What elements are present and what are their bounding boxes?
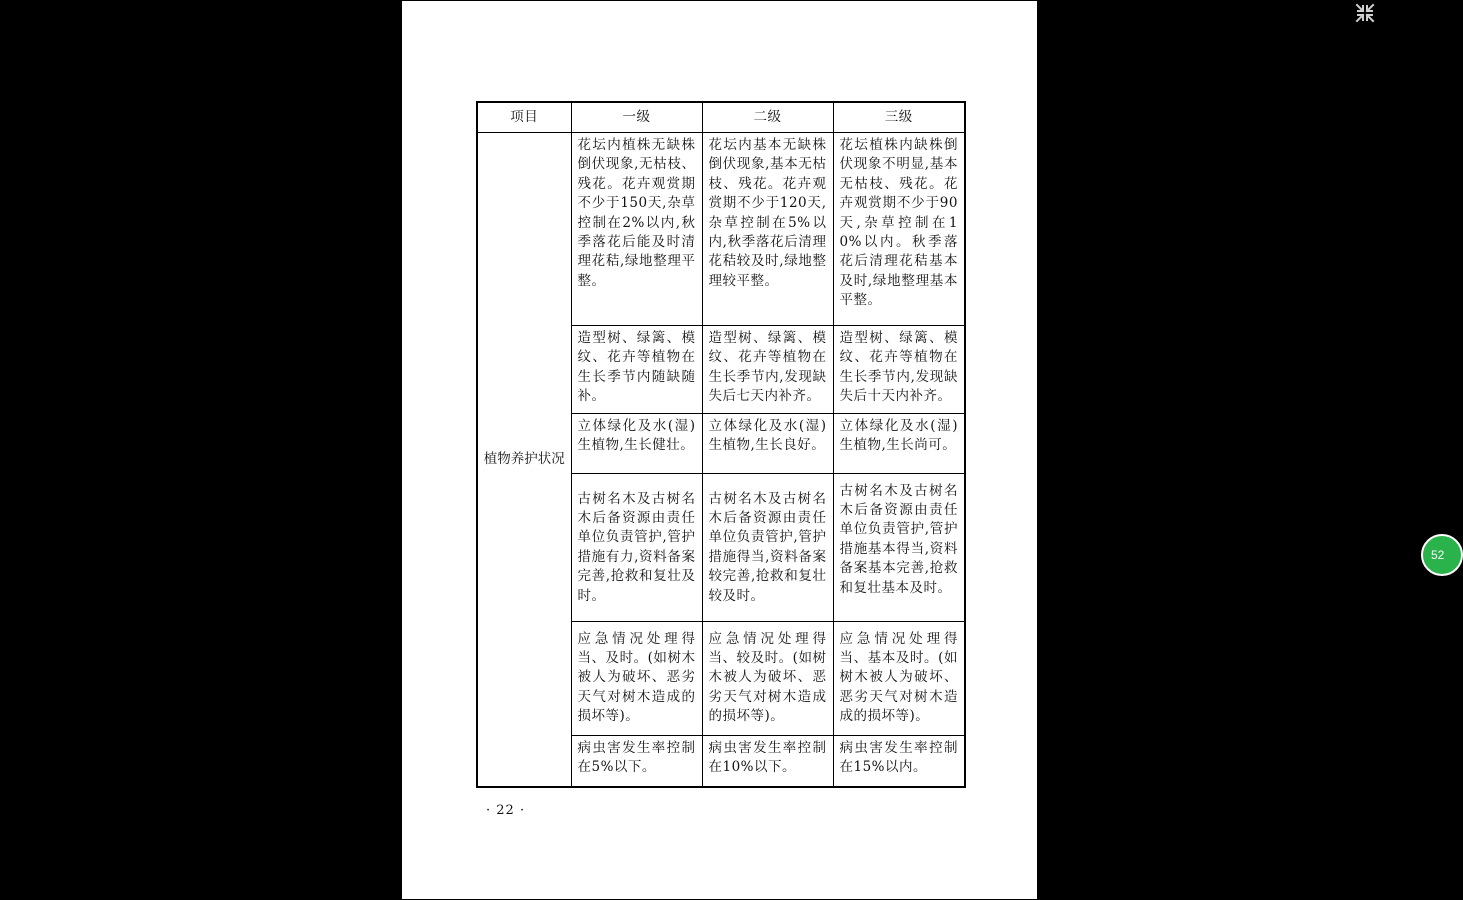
table-cell: 花坛内基本无缺株倒伏现象,基本无枯枝、残花。花卉观赏期不少于120天,杂草控制在5%以内,秋季落花后清理花秸较及时,绿地整理较平整。 — [702, 133, 833, 326]
page-number: · 22 · — [486, 803, 526, 818]
maintenance-standard-table — [476, 101, 966, 788]
table-cell: 病虫害发生率控制在15%以内。 — [833, 735, 965, 787]
header-item: 项目 — [477, 102, 571, 133]
table-cell: 应急情况处理得当、较及时。(如树木被人为破坏、恶劣天气对树木造成的损坏等)。 — [702, 621, 833, 735]
row-label-plant-maintenance: 植物养护状况 — [477, 133, 571, 788]
header-level-2: 二级 — [702, 102, 833, 133]
table-cell: 病虫害发生率控制在5%以下。 — [571, 735, 702, 787]
table-cell: 造型树、绿篱、模纹、花卉等植物在生长季节内,发现缺失后七天内补齐。 — [702, 326, 833, 414]
header-level-3: 三级 — [833, 102, 965, 133]
table-cell: 应急情况处理得当、及时。(如树木被人为破坏、恶劣天气对树木造成的损坏等)。 — [571, 621, 702, 735]
document-page — [402, 1, 1037, 899]
table-cell: 造型树、绿篱、模纹、花卉等植物在生长季节内,发现缺失后十天内补齐。 — [833, 326, 965, 414]
table-cell: 立体绿化及水(湿)生植物,生长健壮。 — [571, 413, 702, 473]
table-cell: 古树名木及古树名木后备资源由责任单位负责管护,管护措施基本得当,资料备案基本完善,抢救和复壮基本及时。 — [833, 473, 965, 621]
table-cell: 应急情况处理得当、基本及时。(如树木被人为破坏、恶劣天气对树木造成的损坏等)。 — [833, 621, 965, 735]
table-cell: 花坛内植株无缺株倒伏现象,无枯枝、残花。花卉观赏期不少于150天,杂草控制在2%以内,秋季落花后能及时清理花秸,绿地整理平整。 — [571, 133, 702, 326]
table-row — [477, 133, 965, 326]
table-cell: 立体绿化及水(湿)生植物,生长尚可。 — [833, 413, 965, 473]
side-float-badge[interactable]: 52 — [1421, 534, 1463, 576]
table-header-row — [477, 102, 965, 133]
table-cell: 造型树、绿篱、模纹、花卉等植物在生长季节内随缺随补。 — [571, 326, 702, 414]
table-cell: 古树名木及古树名木后备资源由责任单位负责管护,管护措施有力,资料备案完善,抢救和复壮及时。 — [571, 473, 702, 621]
table-cell: 病虫害发生率控制在10%以下。 — [702, 735, 833, 787]
exit-fullscreen-button[interactable] — [1354, 2, 1376, 24]
table-cell: 古树名木及古树名木后备资源由责任单位负责管护,管护措施得当,资料备案较完善,抢救和复壮较及时。 — [702, 473, 833, 621]
header-level-1: 一级 — [571, 102, 702, 133]
collapse-arrows-icon — [1354, 2, 1376, 24]
table-cell: 立体绿化及水(湿)生植物,生长良好。 — [702, 413, 833, 473]
table-cell: 花坛植株内缺株倒伏现象不明显,基本无枯枝、残花。花卉观赏期不少于90天,杂草控制在10%以内。秋季落花后清理花秸基本及时,绿地整理基本平整。 — [833, 133, 965, 326]
